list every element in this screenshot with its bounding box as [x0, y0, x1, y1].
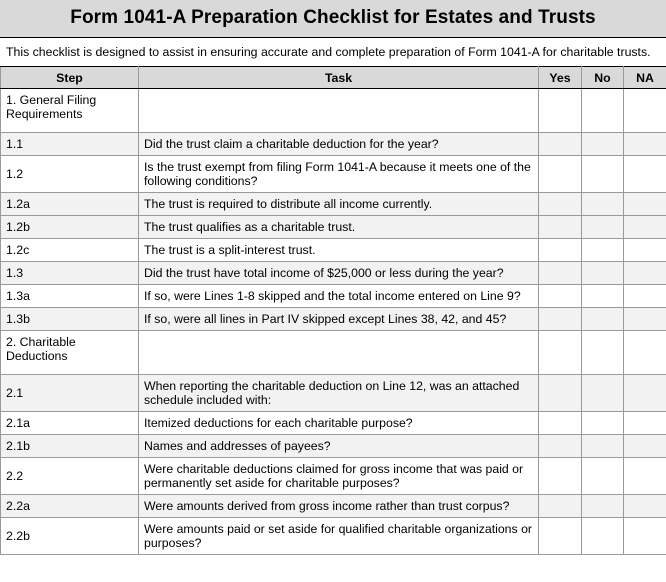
cell-na-checkbox[interactable] — [624, 375, 666, 412]
cell-yes-checkbox[interactable] — [539, 239, 582, 262]
table-row — [1, 216, 666, 239]
table-row — [1, 495, 666, 518]
cell-yes-checkbox[interactable] — [539, 331, 582, 375]
cell-yes-checkbox[interactable] — [539, 375, 582, 412]
cell-na-checkbox[interactable] — [624, 156, 666, 193]
cell-task: If so, were all lines in Part IV skipped except Lines 38, 42, and 45? — [139, 308, 539, 331]
cell-yes-checkbox[interactable] — [539, 156, 582, 193]
cell-task: The trust qualifies as a charitable trust. — [139, 216, 539, 239]
table-row — [1, 435, 666, 458]
cell-no-checkbox[interactable] — [582, 133, 624, 156]
cell-task — [139, 89, 539, 133]
cell-yes-checkbox[interactable] — [539, 458, 582, 495]
cell-yes-checkbox[interactable] — [539, 193, 582, 216]
cell-yes-checkbox[interactable] — [539, 412, 582, 435]
table-row — [1, 262, 666, 285]
cell-task: Names and addresses of payees? — [139, 435, 539, 458]
cell-task: Is the trust exempt from filing Form 1041-A because it meets one of the following conditions? — [139, 156, 539, 193]
cell-step: 1.2b — [1, 216, 139, 239]
cell-no-checkbox[interactable] — [582, 193, 624, 216]
cell-step: 2.2 — [1, 458, 139, 495]
cell-no-checkbox[interactable] — [582, 435, 624, 458]
cell-task: If so, were Lines 1-8 skipped and the total income entered on Line 9? — [139, 285, 539, 308]
cell-step: 1.2c — [1, 239, 139, 262]
table-row — [1, 375, 666, 412]
cell-no-checkbox[interactable] — [582, 458, 624, 495]
cell-na-checkbox[interactable] — [624, 435, 666, 458]
cell-step: 1.2 — [1, 156, 139, 193]
cell-yes-checkbox[interactable] — [539, 262, 582, 285]
table-row — [1, 412, 666, 435]
cell-step: 2.1a — [1, 412, 139, 435]
cell-na-checkbox[interactable] — [624, 458, 666, 495]
cell-task: When reporting the charitable deduction on Line 12, was an attached schedule included with: — [139, 375, 539, 412]
cell-na-checkbox[interactable] — [624, 412, 666, 435]
cell-no-checkbox[interactable] — [582, 495, 624, 518]
cell-no-checkbox[interactable] — [582, 375, 624, 412]
cell-task: Were charitable deductions claimed for gross income that was paid or permanently set aside for charitable purposes? — [139, 458, 539, 495]
cell-na-checkbox[interactable] — [624, 239, 666, 262]
table-header-row — [1, 67, 666, 89]
cell-yes-checkbox[interactable] — [539, 89, 582, 133]
cell-step: 1.3b — [1, 308, 139, 331]
cell-na-checkbox[interactable] — [624, 89, 666, 133]
cell-na-checkbox[interactable] — [624, 133, 666, 156]
table-row — [1, 518, 666, 555]
column-header-na: NA — [624, 67, 666, 89]
cell-task: Were amounts derived from gross income rather than trust corpus? — [139, 495, 539, 518]
cell-no-checkbox[interactable] — [582, 285, 624, 308]
table-row — [1, 89, 666, 133]
checklist-body — [1, 89, 666, 555]
cell-no-checkbox[interactable] — [582, 89, 624, 133]
cell-step: 2.2a — [1, 495, 139, 518]
cell-step: 1.3a — [1, 285, 139, 308]
cell-yes-checkbox[interactable] — [539, 518, 582, 555]
cell-step: 1.2a — [1, 193, 139, 216]
cell-yes-checkbox[interactable] — [539, 308, 582, 331]
cell-no-checkbox[interactable] — [582, 412, 624, 435]
cell-no-checkbox[interactable] — [582, 239, 624, 262]
cell-step: 1.1 — [1, 133, 139, 156]
column-header-yes: Yes — [539, 67, 582, 89]
cell-no-checkbox[interactable] — [582, 262, 624, 285]
cell-na-checkbox[interactable] — [624, 216, 666, 239]
cell-no-checkbox[interactable] — [582, 156, 624, 193]
cell-no-checkbox[interactable] — [582, 518, 624, 555]
cell-na-checkbox[interactable] — [624, 193, 666, 216]
table-row — [1, 156, 666, 193]
column-header-step: Step — [1, 67, 139, 89]
cell-yes-checkbox[interactable] — [539, 133, 582, 156]
cell-yes-checkbox[interactable] — [539, 495, 582, 518]
table-row — [1, 133, 666, 156]
cell-step: 1. General Filing Requirements — [1, 89, 139, 133]
cell-step: 2.1b — [1, 435, 139, 458]
cell-na-checkbox[interactable] — [624, 518, 666, 555]
cell-step: 2.1 — [1, 375, 139, 412]
cell-task: Did the trust claim a charitable deduction for the year? — [139, 133, 539, 156]
cell-na-checkbox[interactable] — [624, 331, 666, 375]
table-row — [1, 193, 666, 216]
cell-yes-checkbox[interactable] — [539, 216, 582, 239]
document-title-bar — [0, 0, 666, 38]
cell-yes-checkbox[interactable] — [539, 285, 582, 308]
column-header-no: No — [582, 67, 624, 89]
cell-step: 2. Charitable Deductions — [1, 331, 139, 375]
cell-task: Did the trust have total income of $25,000 or less during the year? — [139, 262, 539, 285]
column-header-task: Task — [139, 67, 539, 89]
table-row — [1, 308, 666, 331]
cell-task — [139, 331, 539, 375]
cell-no-checkbox[interactable] — [582, 216, 624, 239]
table-row — [1, 331, 666, 375]
page-title: Form 1041-A Preparation Checklist for Estates and Trusts — [70, 7, 596, 28]
cell-yes-checkbox[interactable] — [539, 435, 582, 458]
cell-na-checkbox[interactable] — [624, 308, 666, 331]
table-row — [1, 285, 666, 308]
table-row — [1, 239, 666, 262]
checklist-table — [0, 66, 666, 555]
cell-no-checkbox[interactable] — [582, 331, 624, 375]
cell-no-checkbox[interactable] — [582, 308, 624, 331]
cell-na-checkbox[interactable] — [624, 262, 666, 285]
cell-step: 1.3 — [1, 262, 139, 285]
cell-task: The trust is required to distribute all income currently. — [139, 193, 539, 216]
cell-na-checkbox[interactable] — [624, 495, 666, 518]
cell-task: The trust is a split-interest trust. — [139, 239, 539, 262]
cell-na-checkbox[interactable] — [624, 285, 666, 308]
cell-task: Were amounts paid or set aside for qualified charitable organizations or purposes? — [139, 518, 539, 555]
table-row — [1, 458, 666, 495]
cell-step: 2.2b — [1, 518, 139, 555]
cell-task: Itemized deductions for each charitable purpose? — [139, 412, 539, 435]
intro-paragraph: This checklist is designed to assist in ensuring accurate and complete preparation of Form 1041-A for charitable trusts. — [6, 44, 651, 59]
